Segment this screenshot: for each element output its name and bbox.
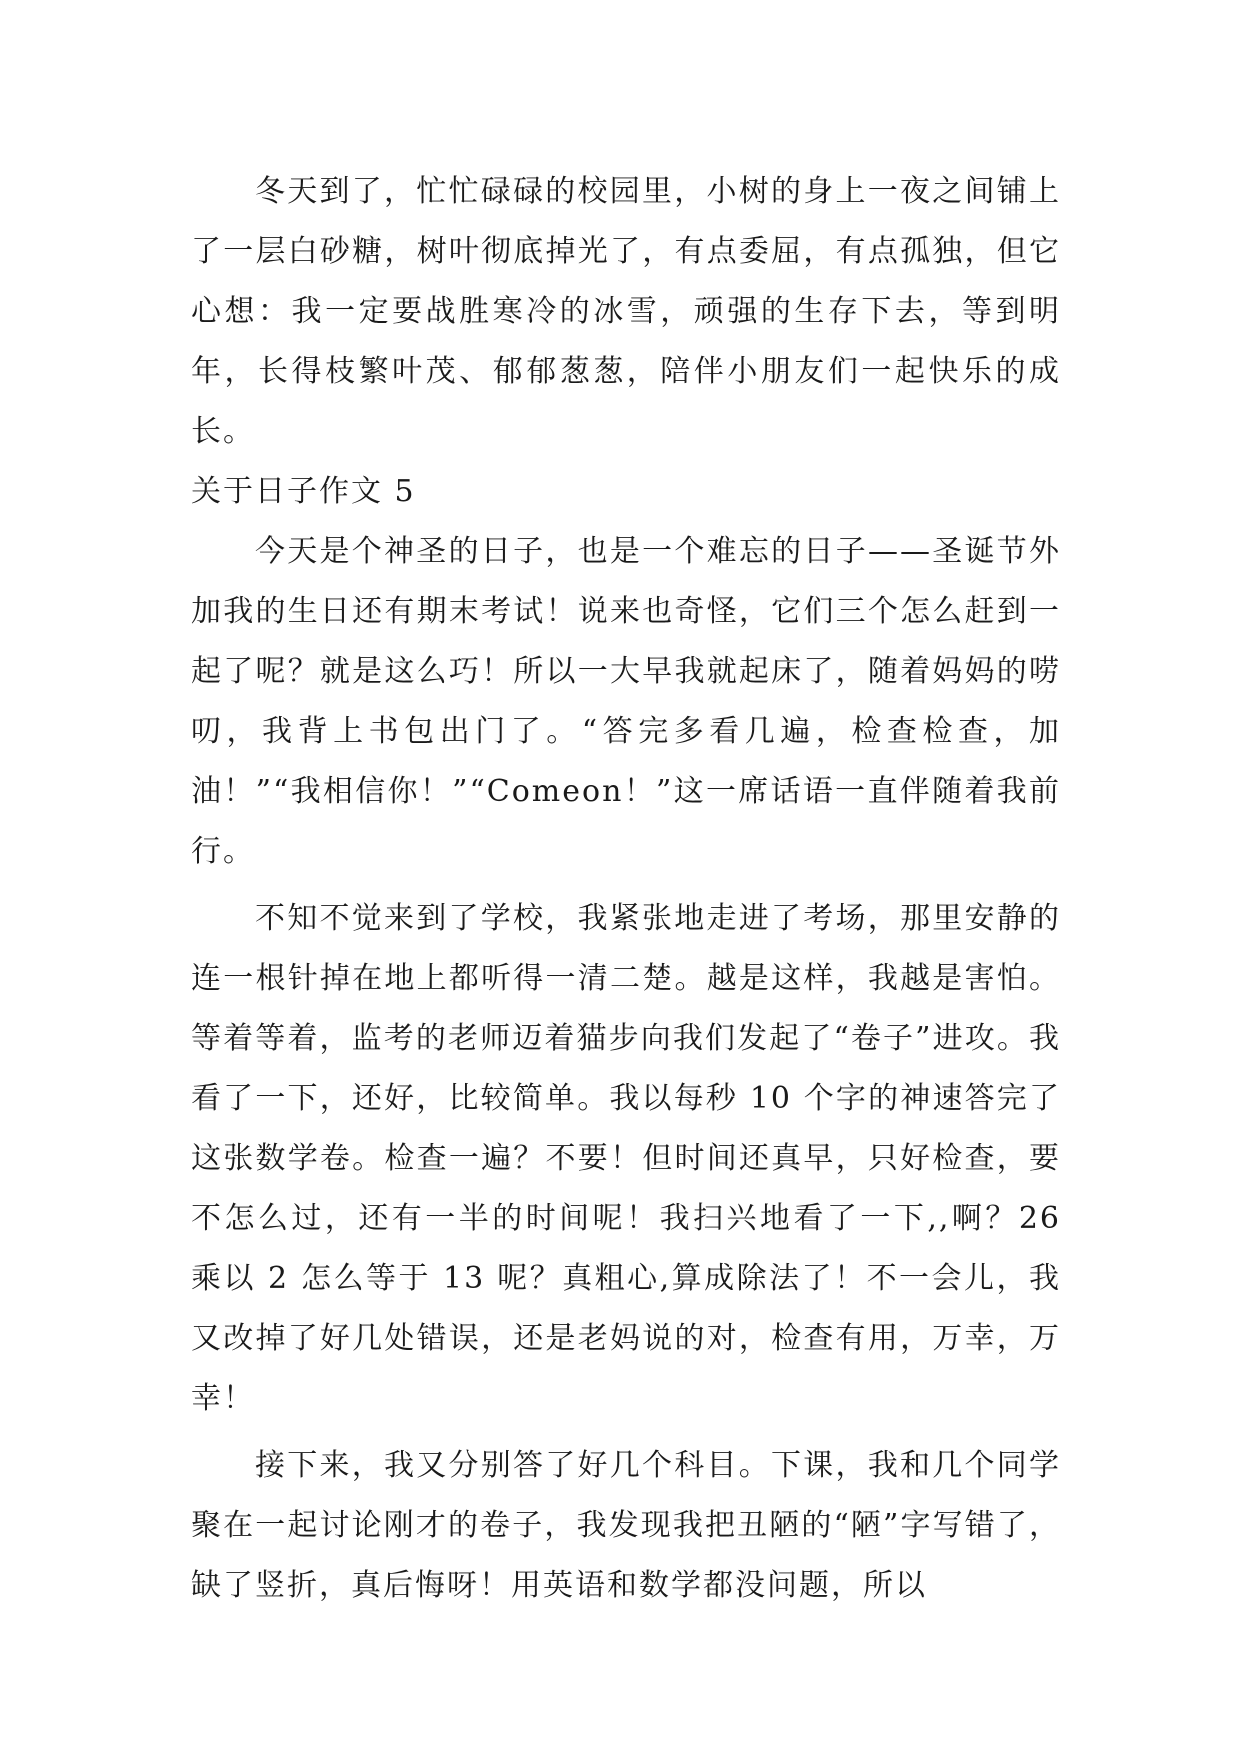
essay-heading: 关于日子作文 5 [191, 474, 416, 509]
paragraph-winter-tree: 冬天到了，忙忙碌碌的校园里，小树的身上一夜之间铺上了一层白砂糖，树叶彻底掉光了，有点委屈，有点孤独，但它心想：我一定要战胜寒冷的冰雪，顽强的生存下去，等到明年，长得枝繁叶茂、郁郁葱葱，陪伴小朋友们一起快乐的成长。 [191, 174, 1061, 449]
document-page [191, 162, 1061, 1616]
paragraph-exam-room: 不知不觉来到了学校，我紧张地走进了考场，那里安静的连一根针掉在地上都听得一清二楚。越是这样，我越是害怕。等着等着，监考的老师迈着猫步向我们发起了“卷子”进攻。我看了一下，还好，比较简单。我以每秒 10 个字的神速答完了这张数学卷。检查一遍？不要！但时间还真早，只好检查，要不怎么过，还有一半的时间呢！我扫兴地看了一下,,啊？26 乘以 2 怎么等于 13 呢？真粗心,算成除法了！不一会儿，我又改掉了好几处错误，还是老妈说的对，检查有用，万幸，万幸！ [191, 901, 1061, 1416]
paragraph-after-exam: 接下来，我又分别答了好几个科目。下课，我和几个同学聚在一起讨论刚才的卷子，我发现我把丑陋的“陋”字写错了，缺了竖折，真后悔呀！用英语和数学都没问题，所以 [191, 1448, 1061, 1603]
paragraph-christmas-birthday: 今天是个神圣的日子，也是一个难忘的日子——圣诞节外加我的生日还有期末考试！说来也奇怪，它们三个怎么赶到一起了呢？就是这么巧！所以一大早我就起床了，随着妈妈的唠叨，我背上书包出门了。“答完多看几遍，检查检查，加油！”“我相信你！”“Comeon！”这一席话语一直伴随着我前行。 [191, 534, 1061, 869]
